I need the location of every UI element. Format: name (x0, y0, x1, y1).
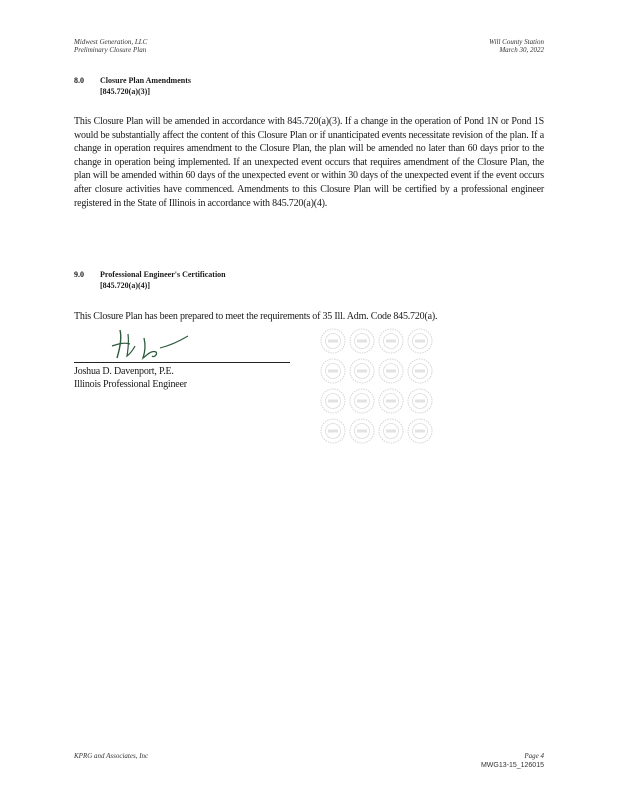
document-date: March 30, 2022 (499, 46, 544, 54)
page-number: Page 4 (524, 752, 544, 760)
seal-stamp-icon (407, 358, 433, 384)
document-title: Preliminary Closure Plan (74, 46, 147, 54)
seal-stamp-icon (320, 418, 346, 444)
header-left (74, 38, 147, 54)
handwritten-signature (108, 326, 198, 362)
seal-stamp-icon (349, 358, 375, 384)
seal-stamp-icon (407, 418, 433, 444)
section-9-number: 9.0 (74, 270, 84, 279)
section-8-number: 8.0 (74, 76, 84, 85)
seal-stamp-icon (378, 388, 404, 414)
seal-stamp-icon (320, 328, 346, 354)
seal-stamp-icon (320, 388, 346, 414)
signature-block (74, 365, 187, 391)
seal-stamp-icon (349, 388, 375, 414)
company-name: Midwest Generation, LLC (74, 38, 148, 46)
section-8-title: Closure Plan Amendments (100, 76, 191, 85)
section-8-heading (100, 75, 191, 97)
professional-engineer-seal (320, 328, 433, 444)
seal-stamp-icon (320, 358, 346, 384)
document-id: MWG13-15_126015 (480, 762, 544, 769)
seal-stamp-icon (378, 358, 404, 384)
seal-stamp-icon (378, 418, 404, 444)
engineer-name: Joshua D. Davenport, P.E. (74, 366, 174, 377)
header-right (489, 38, 544, 54)
section-8-citation: [845.720(a)(3)] (100, 87, 150, 96)
engineer-title: Illinois Professional Engineer (74, 379, 187, 390)
seal-stamp-icon (349, 328, 375, 354)
certification-statement: This Closure Plan has been prepared to meet the requirements of 35 Ill. Adm. Code 845.720(a). (74, 311, 438, 322)
seal-stamp-icon (349, 418, 375, 444)
section-9-heading (100, 269, 226, 291)
seal-stamp-icon (378, 328, 404, 354)
footer-company: KPRG and Associates, Inc (74, 752, 149, 760)
section-8-paragraph: This Closure Plan will be amended in accordance with 845.720(a)(3). If a change in the operation of Pond 1N or Pond 1S would be substantially affect the content of this Closure Plan or if unanticipated events necessitate revision of the plan. If a change in operation requires amendment to the Closure Plan, the plan will be amended no later than 60 days prior to the change in operation being implemented. If an unexpected event occurs that requires amendment of the Closure Plan, the plan will be amended within 60 days of the unexpected event or within 30 days of the unexpected event if the event occurs after closure activities have commenced. Amendments to this Closure Plan will be certified by a professional engineer registered in the State of Illinois in accordance with 845.720(a)(4). (74, 116, 544, 209)
site-name: Will County Station (489, 38, 544, 46)
signature-line (74, 362, 290, 363)
section-9-title: Professional Engineer's Certification (100, 270, 226, 279)
section-9-citation: [845.720(a)(4)] (100, 281, 150, 290)
seal-stamp-icon (407, 388, 433, 414)
seal-stamp-icon (407, 328, 433, 354)
